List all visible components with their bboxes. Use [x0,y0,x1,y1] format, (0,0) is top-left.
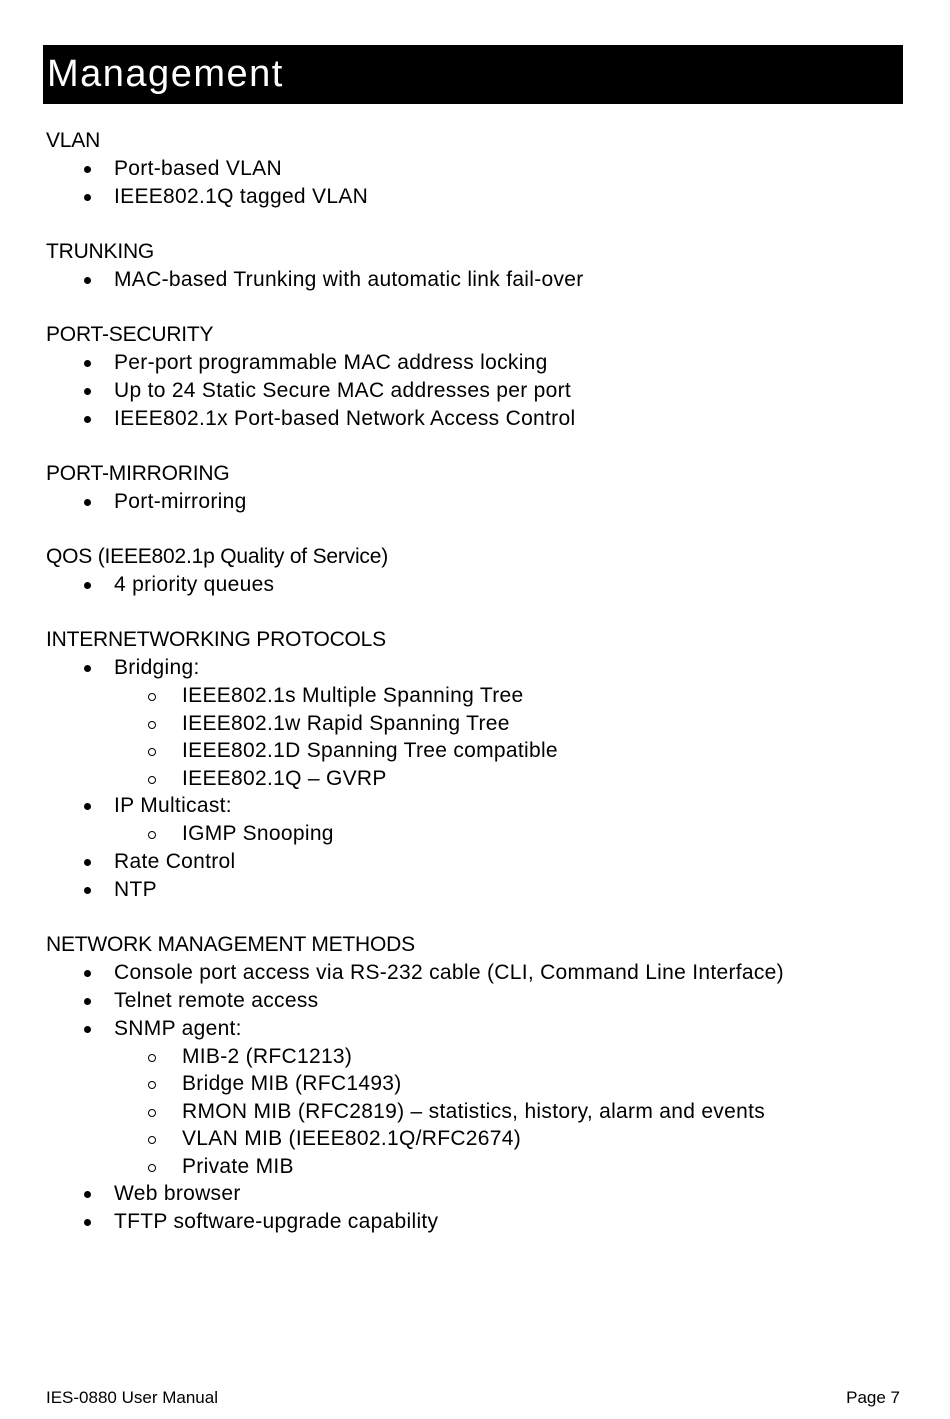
hollow-bullet-icon [148,748,156,756]
sub-list-item-text: Bridge MIB (RFC1493) [182,1072,402,1095]
list-item-text: MAC-based Trunking with automatic link fail-over [114,268,584,291]
hollow-bullet-icon [148,776,156,784]
sub-list-item-text: IGMP Snooping [182,822,334,845]
section [46,626,906,904]
footer-page-number: Page 7 [846,1388,900,1407]
hollow-bullet-icon [148,1164,156,1172]
list-item-text: SNMP agent: [114,1016,242,1040]
bullet-icon [84,998,91,1005]
bullet-icon [84,194,91,201]
list-item-text: TFTP software-upgrade capability [114,1210,439,1233]
list-item-text: IP Multicast: [114,794,232,817]
sub-list-item-text: RMON MIB (RFC2819) – statistics, history, alarm and events [182,1099,766,1123]
sub-list-item [114,1125,906,1153]
sub-list-item [114,1153,906,1181]
section [46,238,906,294]
sub-list [114,1043,906,1181]
bullet-icon [84,887,91,894]
sub-list-item [114,820,906,848]
bullet-icon [84,499,91,506]
list-item-text: Telnet remote access [114,988,319,1012]
sub-list-item-text: VLAN MIB (IEEE802.1Q/RFC2674) [182,1127,521,1150]
list-item-text: Up to 24 Static Secure MAC addresses per port [114,379,572,402]
sub-list-item [114,737,906,765]
section-heading: TRUNKING [46,240,155,263]
bullet-icon [84,388,91,395]
section [46,543,906,599]
bullet-icon [84,277,91,284]
bullet-list [46,959,906,1237]
sub-list-item [114,682,906,710]
hollow-bullet-icon [148,1054,156,1062]
bullet-icon [84,582,91,589]
list-item-text: Web browser [114,1182,241,1205]
list-item [46,876,906,904]
list-item [46,792,906,848]
section-heading: PORT-SECURITY [46,323,214,346]
footer-manual-name: IES-0880 User Manual [46,1388,218,1407]
bullet-icon [84,970,91,977]
sub-list [114,682,906,792]
list-item [46,571,906,599]
hollow-bullet-icon [148,1109,156,1117]
sub-list-item-text: MIB-2 (RFC1213) [182,1044,353,1068]
hollow-bullet-icon [148,693,156,701]
list-item [46,405,906,433]
list-item [46,959,906,987]
sub-list-item-text: IEEE802.1w Rapid Spanning Tree [182,711,510,735]
sub-list-item-text: IEEE802.1Q – GVRP [182,766,387,790]
list-item-text: Port-mirroring [114,490,247,513]
feature-list [46,127,906,1263]
sub-list-item [114,1070,906,1098]
bullet-list [46,155,906,211]
bullet-icon [84,166,91,173]
section [46,127,906,211]
list-item-text: Port-based VLAN [114,157,282,180]
hollow-bullet-icon [148,721,156,729]
list-item [46,1180,906,1208]
list-item [46,654,906,792]
bullet-list [46,488,906,516]
page-title: Management [47,53,284,95]
bullet-icon [84,803,91,810]
bullet-list [46,266,906,294]
list-item-text: Rate Control [114,849,236,873]
list-item-text: IEEE802.1x Port-based Network Access Control [114,407,576,430]
sub-list-item-text: IEEE802.1s Multiple Spanning Tree [182,684,524,707]
hollow-bullet-icon [148,1136,156,1144]
sub-list [114,820,906,848]
section-heading: PORT-MIRRORING [46,462,230,485]
section [46,321,906,433]
section [46,931,906,1237]
section [46,460,906,516]
section-heading: NETWORK MANAGEMENT METHODS [46,932,415,956]
bullet-icon [84,665,91,672]
hollow-bullet-icon [148,1081,156,1089]
sub-list-item [114,1043,906,1071]
bullet-list [46,349,906,433]
list-item-text: IEEE802.1Q tagged VLAN [114,185,369,208]
bullet-icon [84,859,91,866]
list-item-text: Per-port programmable MAC address locking [114,351,548,374]
list-item [46,1208,906,1236]
bullet-icon [84,360,91,367]
bullet-list [46,654,906,904]
list-item-text: 4 priority queues [114,573,275,596]
section-heading: INTERNETWORKING PROTOCOLS [46,628,386,651]
hollow-bullet-icon [148,831,156,839]
bullet-icon [84,416,91,423]
sub-list-item-text: Private MIB [182,1154,294,1178]
sub-list-item [114,1098,906,1126]
list-item [46,155,906,183]
bullet-icon [84,1191,91,1198]
sub-list-item-text: IEEE802.1D Spanning Tree compatible [182,739,558,762]
page-title-bar [43,45,903,104]
list-item [46,488,906,516]
bullet-list [46,571,906,599]
list-item [46,848,906,876]
bullet-icon [84,1219,91,1226]
list-item-text: Bridging: [114,656,200,679]
section-heading: QOS (IEEE802.1p Quality of Service) [46,545,388,568]
list-item [46,266,906,294]
list-item-text: NTP [114,877,157,901]
list-item [46,987,906,1015]
list-item-text: Console port access via RS-232 cable (CLI, Command Line Interface) [114,960,784,984]
list-item [46,377,906,405]
list-item [46,183,906,211]
sub-list-item [114,710,906,738]
bullet-icon [84,1026,91,1033]
section-heading: VLAN [46,129,101,152]
list-item [46,1015,906,1181]
list-item [46,349,906,377]
sub-list-item [114,765,906,793]
